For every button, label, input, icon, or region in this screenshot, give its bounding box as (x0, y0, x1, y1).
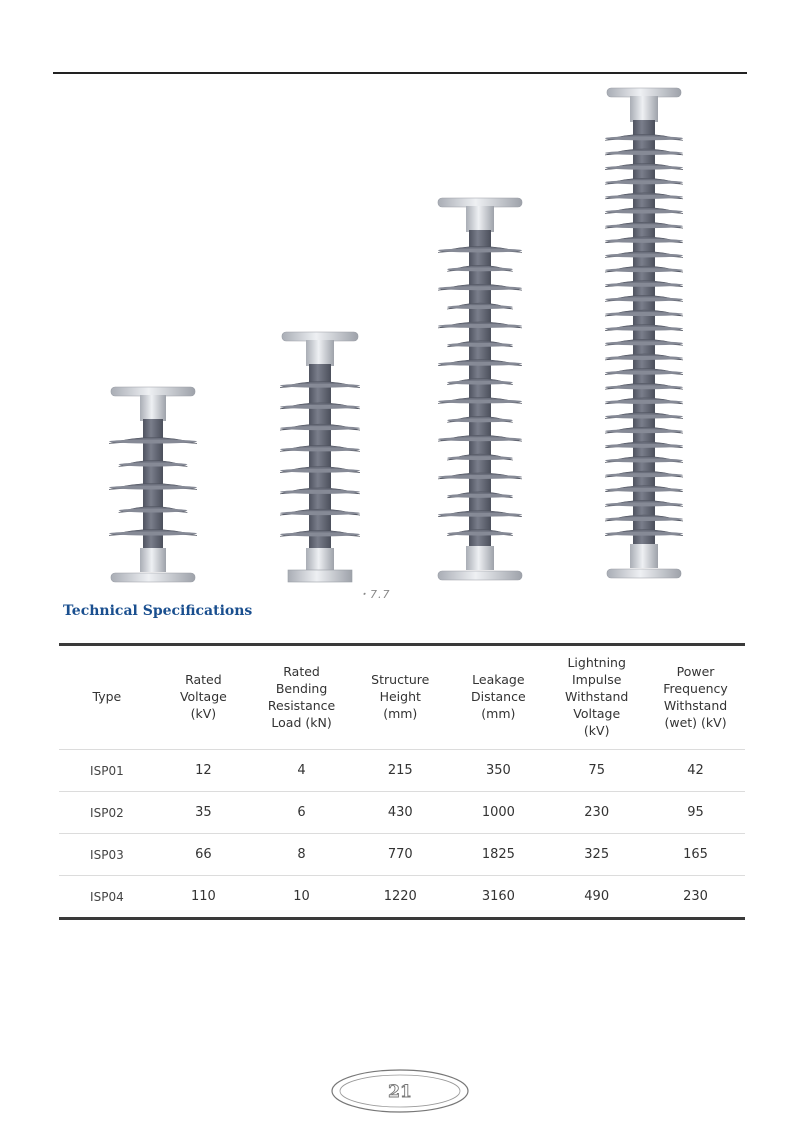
cell-rated-voltage: 35 (155, 792, 252, 834)
table-row (59, 834, 745, 876)
cell-structure-height: 430 (351, 792, 449, 834)
cell-power-frequency: 230 (646, 876, 745, 919)
insulator-photos (0, 80, 800, 600)
col-header-power-frequency: Power Frequency Withstand (wet) (kV) (663, 663, 728, 730)
cell-type: ISP03 (59, 834, 155, 876)
photo-caption-mark: ・7.7 (358, 588, 391, 601)
cell-type: ISP04 (59, 876, 155, 919)
cell-leakage-distance: 3160 (449, 876, 547, 919)
cell-lightning-impulse: 230 (547, 792, 646, 834)
col-header-leakage-distance: Leakage Distance (mm) (471, 672, 526, 721)
table-row (59, 792, 745, 834)
col-header-structure-height: Structure Height (mm) (371, 672, 430, 721)
cell-lightning-impulse: 325 (547, 834, 646, 876)
col-header-rated-voltage: Rated Voltage (kV) (179, 672, 227, 721)
cell-rated-voltage: 110 (155, 876, 252, 919)
cell-leakage-distance: 350 (449, 750, 547, 792)
cell-leakage-distance: 1000 (449, 792, 547, 834)
section-title: Technical Specifications (63, 603, 253, 619)
top-rule (53, 72, 747, 74)
cell-structure-height: 1220 (351, 876, 449, 919)
cell-lightning-impulse: 75 (547, 750, 646, 792)
cell-rated-voltage: 66 (155, 834, 252, 876)
page-number: 21 (388, 1082, 412, 1102)
page-number-badge (330, 1068, 470, 1114)
cell-bending-load: 4 (252, 750, 351, 792)
cell-structure-height: 215 (351, 750, 449, 792)
col-header-lightning-impulse: Lightning Impulse Withstand Voltage (kV) (565, 655, 629, 738)
cell-bending-load: 8 (252, 834, 351, 876)
insulator-isp02 (280, 332, 360, 582)
insulator-isp01 (109, 387, 197, 582)
insulator-isp03 (438, 198, 522, 580)
cell-rated-voltage: 12 (155, 750, 252, 792)
cell-leakage-distance: 1825 (449, 834, 547, 876)
cell-structure-height: 770 (351, 834, 449, 876)
insulator-isp04 (605, 88, 683, 578)
cell-power-frequency: 95 (646, 792, 745, 834)
col-header-bending-load: Rated Bending Resistance Load (kN) (267, 663, 336, 730)
cell-type: ISP01 (59, 750, 155, 792)
cell-power-frequency: 165 (646, 834, 745, 876)
cell-lightning-impulse: 490 (547, 876, 646, 919)
cell-type: ISP02 (59, 792, 155, 834)
cell-bending-load: 6 (252, 792, 351, 834)
cell-power-frequency: 42 (646, 750, 745, 792)
cell-bending-load: 10 (252, 876, 351, 919)
table-row (59, 876, 745, 919)
table-row (59, 750, 745, 792)
table-header-row (59, 646, 745, 750)
col-header-type: Type (92, 689, 122, 704)
spec-table (59, 643, 745, 920)
